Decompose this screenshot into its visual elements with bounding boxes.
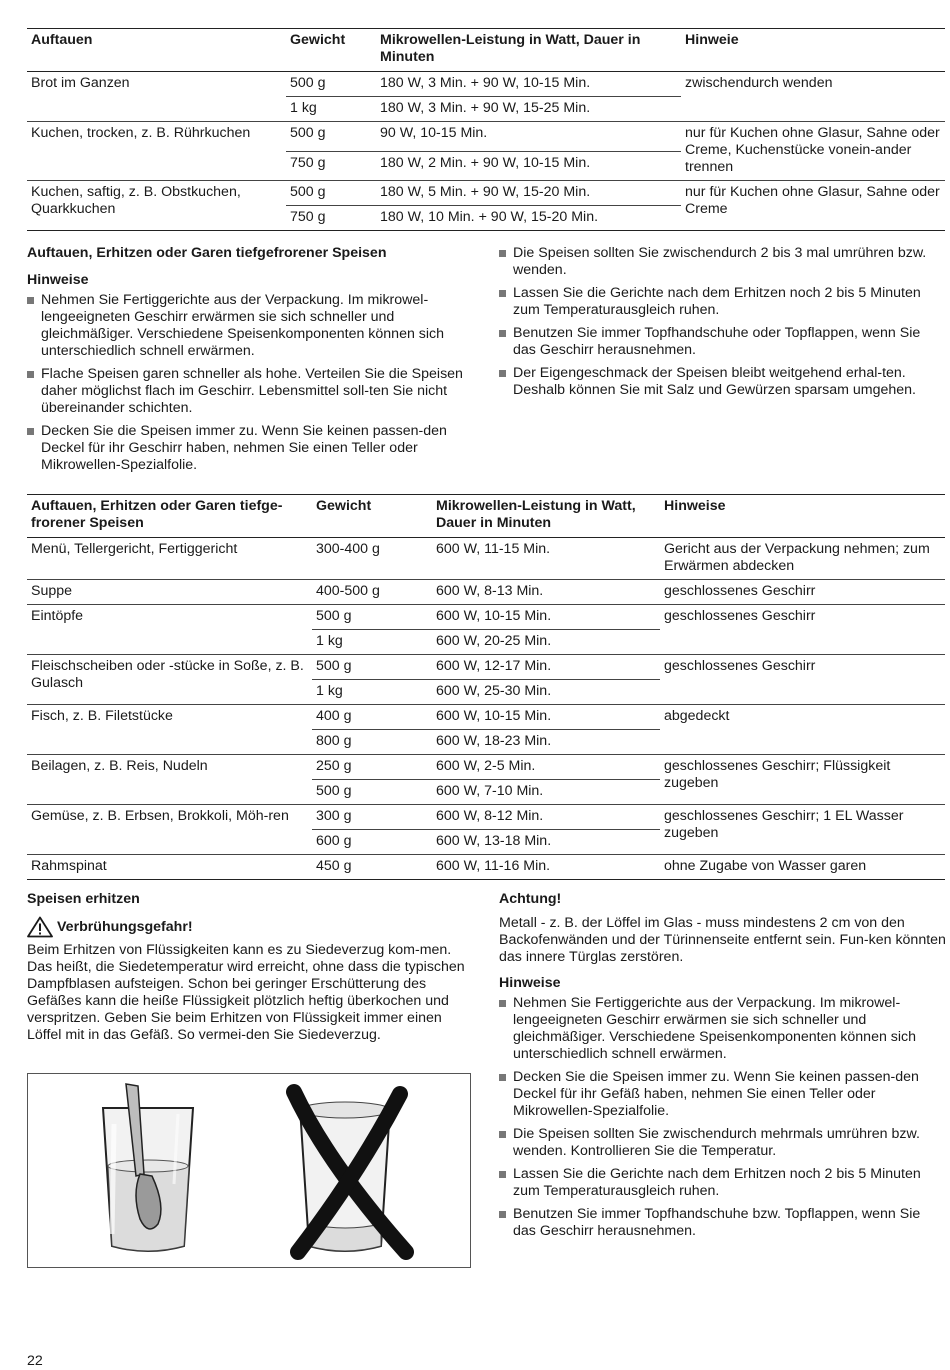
column-header: Gewicht <box>312 495 432 538</box>
note-cell: zwischendurch wenden <box>681 72 945 122</box>
weight-cell: 250 g <box>312 755 432 780</box>
note-cell: nur für Kuchen ohne Glasur, Sahne oder Creme, Kuchenstücke vonein-ander trennen <box>681 122 945 181</box>
column-header: Hinweie <box>681 29 945 72</box>
list-item: Lassen Sie die Gerichte nach dem Erhitzen noch 2 bis 5 Minuten zum Temperaturausgleich ruhen. <box>499 1166 947 1200</box>
power-cell: 600 W, 8-12 Min. <box>432 805 660 830</box>
section-heading: Auftauen, Erhitzen oder Garen tiefgefrorener Speisen <box>27 245 387 261</box>
weight-cell: 1 kg <box>312 630 432 655</box>
power-cell: 600 W, 12-17 Min. <box>432 655 660 680</box>
item-cell: Rahmspinat <box>27 855 312 880</box>
hints-list <box>499 245 947 399</box>
column-header: Gewicht <box>286 29 376 72</box>
power-cell: 600 W, 11-15 Min. <box>432 538 660 580</box>
table-row <box>27 655 945 680</box>
power-cell: 180 W, 5 Min. + 90 W, 15-20 Min. <box>376 181 681 206</box>
heating-section <box>27 891 475 1044</box>
note-cell: geschlossenes Geschirr <box>660 655 945 705</box>
weight-cell: 1 kg <box>312 680 432 705</box>
page-number: 22 <box>27 1353 43 1369</box>
item-cell: Menü, Tellergericht, Fertiggericht <box>27 538 312 580</box>
power-cell: 600 W, 2-5 Min. <box>432 755 660 780</box>
attention-section <box>499 891 947 1246</box>
list-item: Die Speisen sollten Sie zwischendurch mehrmals umrühren bzw. wenden. Kontrollieren Sie die Temperatur. <box>499 1126 947 1160</box>
power-cell: 180 W, 3 Min. + 90 W, 10-15 Min. <box>376 72 681 97</box>
weight-cell: 750 g <box>286 151 376 181</box>
note-cell: nur für Kuchen ohne Glasur, Sahne oder Creme <box>681 181 945 231</box>
item-cell: Fleischscheiben oder -stücke in Soße, z. B. Gulasch <box>27 655 312 705</box>
weight-cell: 300 g <box>312 805 432 830</box>
table-row <box>27 805 945 830</box>
weight-cell: 500 g <box>286 72 376 97</box>
list-item: Nehmen Sie Fertiggerichte aus der Verpackung. Im mikrowel-lengeeigneten Geschirr erwärmen sie sich schneller und gleichmäßiger. Verschiedene Speisenkomponenten können sich unterschiedlich schnell erwärmen. <box>27 292 475 360</box>
table-row <box>27 122 945 152</box>
column-header: Hinweise <box>660 495 945 538</box>
weight-cell: 1 kg <box>286 97 376 122</box>
note-cell: Gericht aus der Verpackung nehmen; zum Erwärmen abdecken <box>660 538 945 580</box>
list-item: Decken Sie die Speisen immer zu. Wenn Sie keinen passen-den Deckel für ihr Geschirr haben, nehmen Sie einen Teller oder Mikrowellen-Spezialfolie. <box>27 423 475 474</box>
thaw-table <box>27 28 945 231</box>
list-item: Die Speisen sollten Sie zwischendurch 2 bis 3 mal umrühren bzw. wenden. <box>499 245 947 279</box>
power-cell: 600 W, 13-18 Min. <box>432 830 660 855</box>
frozen-table <box>27 494 945 880</box>
section-heading: Speisen erhitzen <box>27 891 140 907</box>
glass-with-spoon-image <box>28 1074 470 1267</box>
list-item: Benutzen Sie immer Topfhandschuhe bzw. Topflappen, wenn Sie das Geschirr herausnehmen. <box>499 1206 947 1240</box>
warning-heading <box>27 916 475 938</box>
note-cell: abgedeckt <box>660 705 945 755</box>
frozen-hints-left <box>27 245 475 480</box>
item-cell: Fisch, z. B. Filetstücke <box>27 705 312 755</box>
glass-illustration <box>27 1073 471 1268</box>
weight-cell: 500 g <box>312 780 432 805</box>
item-cell: Gemüse, z. B. Erbsen, Brokkoli, Möh-ren <box>27 805 312 855</box>
hints-heading: Hinweise <box>27 272 89 288</box>
weight-cell: 500 g <box>312 605 432 630</box>
item-cell: Kuchen, trocken, z. B. Rührkuchen <box>27 122 286 181</box>
warning-text: Beim Erhitzen von Flüssigkeiten kann es zu Siedeverzug kom-men. Das heißt, die Siedetemperatur wird erreicht, ohne dass die typischen Dampfblasen aufsteigen. Schon bei geringer Erschütterung des Gefäßes kann die heiße Flüssigkeit plötzlich heftig überkochen und verspritzen. Geben Sie beim Erhitzen von Flüssigkeit immer einen Löffel mit in das Gefäß. So vermei-den Sie Siedeverzug. <box>27 942 465 1043</box>
table-row <box>27 755 945 780</box>
table-row <box>27 181 945 206</box>
column-header: Auftauen, Erhitzen oder Garen tiefge-frorener Speisen <box>27 495 312 538</box>
power-cell: 180 W, 3 Min. + 90 W, 15-25 Min. <box>376 97 681 122</box>
note-cell: geschlossenes Geschirr; Flüssigkeit zugeben <box>660 755 945 805</box>
power-cell: 600 W, 10-15 Min. <box>432 605 660 630</box>
section-heading: Achtung! <box>499 891 562 907</box>
warning-title: Verbrühungsgefahr! <box>57 918 193 935</box>
column-header: Mikrowellen-Leistung in Watt, Dauer in Minuten <box>432 495 660 538</box>
column-header: Auftauen <box>27 29 286 72</box>
power-cell: 180 W, 10 Min. + 90 W, 15-20 Min. <box>376 206 681 231</box>
weight-cell: 600 g <box>312 830 432 855</box>
weight-cell: 300-400 g <box>312 538 432 580</box>
list-item: Der Eigengeschmack der Speisen bleibt weitgehend erhal-ten. Deshalb können Sie mit Salz und Gewürzen sparsam umgehen. <box>499 365 947 399</box>
table-row <box>27 705 945 730</box>
note-cell: geschlossenes Geschirr <box>660 605 945 655</box>
power-cell: 90 W, 10-15 Min. <box>376 122 681 152</box>
item-cell: Suppe <box>27 580 312 605</box>
hints-heading: Hinweise <box>499 975 561 991</box>
power-cell: 600 W, 18-23 Min. <box>432 730 660 755</box>
hints-list <box>27 292 475 474</box>
power-cell: 600 W, 20-25 Min. <box>432 630 660 655</box>
list-item: Benutzen Sie immer Topfhandschuhe oder Topflappen, wenn Sie das Geschirr herausnehmen. <box>499 325 947 359</box>
table-row <box>27 605 945 630</box>
note-cell: geschlossenes Geschirr; 1 EL Wasser zugeben <box>660 805 945 855</box>
weight-cell: 500 g <box>312 655 432 680</box>
item-cell: Kuchen, saftig, z. B. Obstkuchen, Quarkkuchen <box>27 181 286 231</box>
power-cell: 600 W, 8-13 Min. <box>432 580 660 605</box>
weight-cell: 500 g <box>286 122 376 152</box>
list-item: Flache Speisen garen schneller als hohe. Verteilen Sie die Speisen daher möglichst flach im Geschirr. Lebensmittel soll-ten Sie nicht übereinander schichten. <box>27 366 475 417</box>
correct-glass-drawing <box>103 1084 193 1251</box>
table-row <box>27 580 945 605</box>
weight-cell: 500 g <box>286 181 376 206</box>
weight-cell: 400 g <box>312 705 432 730</box>
frozen-table-header <box>27 495 945 538</box>
item-cell: Brot im Ganzen <box>27 72 286 122</box>
list-item: Decken Sie die Speisen immer zu. Wenn Sie keinen passen-den Deckel für ihr Gefäß haben, nehmen Sie einen Teller oder Mikrowellen-Spezialfolie. <box>499 1069 947 1120</box>
warning-triangle-icon <box>27 916 53 938</box>
note-cell: geschlossenes Geschirr <box>660 580 945 605</box>
weight-cell: 400-500 g <box>312 580 432 605</box>
table-row <box>27 538 945 580</box>
note-cell: ohne Zugabe von Wasser garen <box>660 855 945 880</box>
power-cell: 600 W, 11-16 Min. <box>432 855 660 880</box>
power-cell: 600 W, 25-30 Min. <box>432 680 660 705</box>
thaw-table-header <box>27 29 945 72</box>
hints-list <box>499 995 947 1240</box>
item-cell: Eintöpfe <box>27 605 312 655</box>
list-item: Nehmen Sie Fertiggerichte aus der Verpackung. Im mikrowel-lengeeigneten Geschirr erwärmen sie sich schneller und gleichmäßiger. Verschiedene Speisenkomponenten können sich unterschiedlich schnell erwärmen. <box>499 995 947 1063</box>
weight-cell: 450 g <box>312 855 432 880</box>
power-cell: 600 W, 10-15 Min. <box>432 705 660 730</box>
weight-cell: 750 g <box>286 206 376 231</box>
item-cell: Beilagen, z. B. Reis, Nudeln <box>27 755 312 805</box>
table-row <box>27 855 945 880</box>
frozen-hints-right <box>499 245 947 405</box>
column-header: Mikrowellen-Leistung in Watt, Dauer in Minuten <box>376 29 681 72</box>
table-row <box>27 72 945 97</box>
power-cell: 180 W, 2 Min. + 90 W, 10-15 Min. <box>376 151 681 181</box>
weight-cell: 800 g <box>312 730 432 755</box>
list-item: Lassen Sie die Gerichte nach dem Erhitzen noch 2 bis 5 Minuten zum Temperaturausgleich ruhen. <box>499 285 947 319</box>
power-cell: 600 W, 7-10 Min. <box>432 780 660 805</box>
attention-text: Metall - z. B. der Löffel im Glas - muss mindestens 2 cm von den Backofenwänden und der Türinnenseite entfernt sein. Fun-ken könnten das innere Türglas zerstören. <box>499 915 946 965</box>
